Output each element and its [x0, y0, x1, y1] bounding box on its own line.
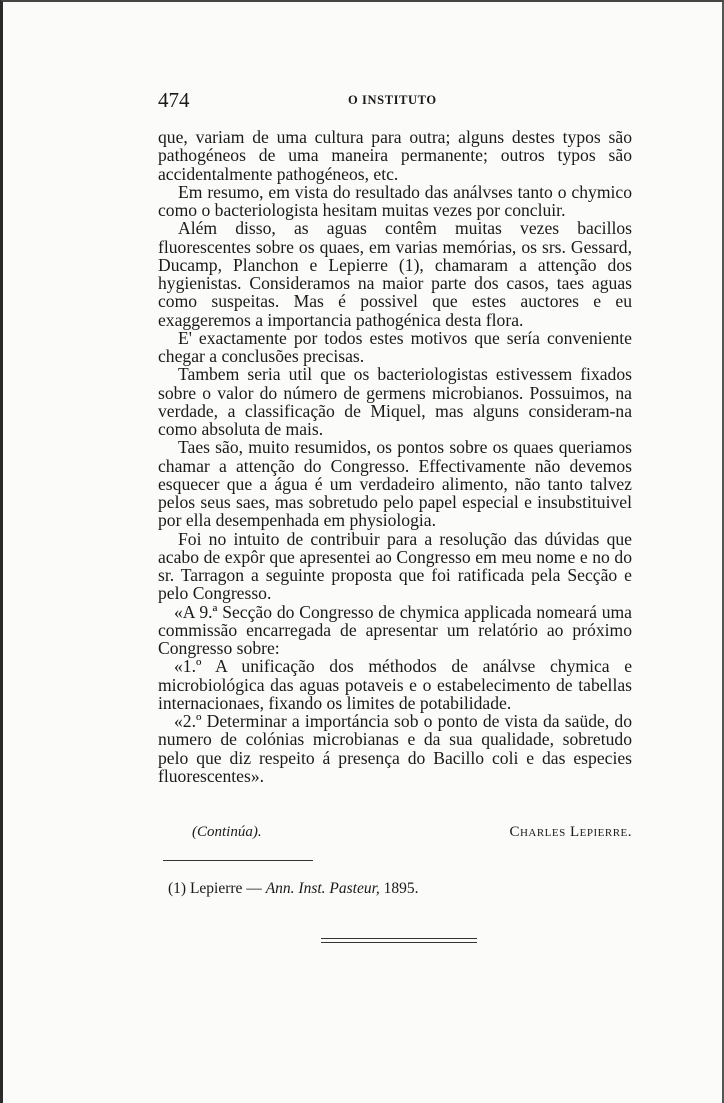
paragraph: Tambem seria util que os bacteriologistas estivessem fixados sobre o valor do número de germens microbianos. Possuimos, na verdade, a classificação de Miquel, mas alguns consideram-na como absoluta de mais. — [158, 364, 632, 439]
end-ornament-rule — [321, 942, 477, 943]
paragraph-continuation: que, variam de uma cultura para outra; alguns destes typos são pathogéneos de uma maneira permanente; outros typos são accidentalmente pathogéneos, etc. — [158, 127, 632, 184]
paragraph: E' exactamente por todos estes motivos que sería conveniente chegar a conclusões precisas. — [158, 327, 632, 366]
paragraph: Em resumo, em vista do resultado das análvses tanto o chymico como o bacteriologista hesitam muitas vezes por concluir. — [158, 181, 632, 220]
paragraph: Além disso, as aguas contêm muitas vezes bacillos fluorescentes sobre os quaes, em varias memórias, os srs. Gessard, Ducamp, Planchon e Lepierre (1), chamaram a attenção dos hygienistas. Consideramos na maior parte dos casos, taes aguas como suspeitas. Mas é possivel que estes auctores e eu exaggeremos a importancia pathogénica desta flora. — [158, 218, 632, 330]
end-ornament-rule — [321, 938, 477, 939]
footnote-source: Ann. Inst. Pasteur, — [265, 880, 380, 897]
paragraph: Taes são, muito resumidos, os pontos sobre os quaes queriamos chamar a attenção do Congresso. Effectivamente não devemos esquecer que a água é um verdadeiro alimento, não tanto talvez pelos seus saes, mas sobretudo pelo papel especial e insubstituivel por ella desempenhada em physiologia. — [158, 437, 632, 531]
signature-row — [158, 824, 632, 846]
page-number: 474 — [158, 88, 190, 112]
footnote-divider — [163, 860, 313, 861]
footnote-marker: (1) Lepierre — — [168, 880, 262, 897]
running-head: O INSTITUTO — [348, 93, 437, 107]
page-header — [158, 88, 632, 118]
author-signature: Charles Lepierre. — [509, 824, 632, 840]
continued-note: (Continúa). — [192, 824, 262, 840]
proposal-quote: «A 9.ª Secção do Congresso de chymica applicada nomeará uma commissão encarregada de apresentar um relatório ao próximo Congresso sobre: — [158, 601, 632, 658]
paragraph: Foi no intuito de contribuir para a resolução das dúvidas que acabo de expôr que apresentei ao Congresso em meu nome e no do sr. Tarragon a seguinte proposta que foi ratificada pela Secção e pelo Congresso. — [158, 528, 632, 604]
proposal-item-2: «2.º Determinar a importáncia sob o ponto de vista da saüde, do numero de colónias microbianas e da sua qualidade, sobretudo pelo que diz respeito á presença do Bacillo coli e das especies fluorescentes». — [158, 711, 632, 786]
proposal-item-1: «1.º A unificação dos méthodos de análvse chymica e microbiológica das aguas potaveis e o estabelecimento de tabellas internacionaes, fixando os limites de potabilidade. — [158, 656, 632, 713]
footnote — [168, 880, 419, 898]
footnote-year: 1895. — [383, 880, 419, 897]
body-text — [158, 128, 632, 785]
